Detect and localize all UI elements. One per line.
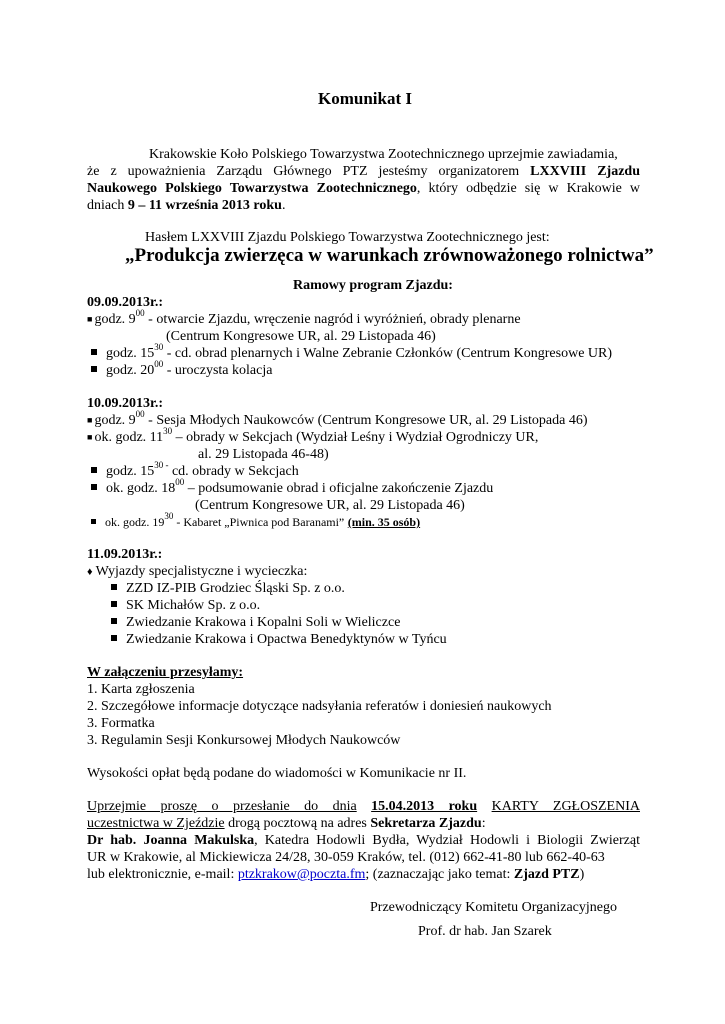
intro-bold: LXXVIII Zjazdu [530, 164, 640, 179]
request-text: , Katedra Hodowli Bydła, Wydział Hodowli i Biologii Zwierząt [254, 833, 640, 848]
time-minutes: 30 [154, 342, 164, 353]
attachment-item: 2. Szczegółowe informacje dotyczące nadsyłania referatów i doniesień naukowych [87, 699, 552, 714]
slogan-intro: Hasłem LXXVIII Zjazdu Polskiego Towarzystwa Zootechnicznego jest: [145, 230, 550, 245]
request-text: drogą pocztową na adres [224, 816, 371, 831]
page-title: Komunikat I [318, 89, 412, 108]
secretary-name: Dr hab. Joanna Makulska [87, 833, 255, 848]
intro-line-1: Krakowskie Koło Polskiego Towarzystwa Zootechnicznego uprzejmie zawiadamia, [149, 147, 618, 162]
time-minutes: 30 - [154, 460, 169, 471]
slogan: „Produkcja zwierzęca w warunkach zrównoważonego rolnictwa” [125, 245, 654, 266]
request-text: uczestnictwa w Zjeździe [87, 816, 225, 831]
bullet-square-icon: ■ [87, 432, 93, 442]
day3-date: 11.09.2013r.: [87, 547, 163, 562]
email-link[interactable]: ptzkrakow@poczta.fm [237, 867, 366, 882]
diamond-bullet-icon: ♦ [87, 566, 93, 578]
time-minutes: 00 [135, 308, 145, 319]
time: godz. 9 [94, 413, 136, 428]
description: – obrady w Sekcjach (Wydział Leśny i Wydział Ogrodniczy UR, [172, 430, 539, 445]
bullet-square-icon [91, 484, 97, 490]
time-minutes: 00 [154, 359, 164, 370]
day2-item-3 [91, 460, 299, 480]
bullet-square-icon [91, 366, 97, 372]
day2-item-2-location: al. 29 Listopada 46-48) [198, 447, 329, 462]
time-minutes: 30 [163, 426, 173, 437]
description: - cd. obrad plenarnych i Walne Zebranie Członków (Centrum Kongresowe UR) [163, 346, 613, 361]
day1-item-2 [91, 342, 613, 362]
fees-note: Wysokości opłat będą podane do wiadomości w Komunikacie nr II. [87, 766, 467, 781]
request-line-5 [87, 866, 584, 883]
time: godz. 9 [94, 312, 136, 327]
min-participants: (min. 35 osób) [347, 515, 421, 529]
request-text: Uprzejmie proszę o przesłanie do dnia [87, 799, 357, 814]
attachment-item: 3. Regulamin Sesji Konkursowej Młodych Naukowców [87, 733, 401, 748]
intro-dates: 9 – 11 września 2013 roku [127, 198, 282, 213]
description: - Sesja Młodych Naukowców (Centrum Kongresowe UR, al. 29 Listopada 46) [144, 413, 588, 428]
bullet-square-icon [91, 519, 96, 524]
trip-label: ZZD IZ-PIB Grodziec Śląski Sp. z o.o. [126, 581, 345, 596]
signature-role: Przewodniczący Komitetu Organizacyjnego [370, 900, 617, 915]
bullet-square-icon [111, 618, 117, 624]
time-minutes: 30 [164, 511, 174, 522]
description: - otwarcie Zjazdu, wręczenie nagród i wyróżnień, obrady plenarne [144, 312, 521, 327]
intro-text: że z upoważnienia Zarządu Głównego PTZ jesteśmy organizatorem [87, 164, 520, 179]
time: ok. godz. 19 [105, 515, 165, 529]
request-text: ; (zaznaczając jako temat: [365, 867, 514, 882]
trip-item [111, 631, 447, 648]
intro-bold: Naukowego Polskiego Towarzystwa Zootechnicznego [87, 181, 417, 196]
trip-item [111, 614, 400, 631]
attachment-item: 1. Karta zgłoszenia [87, 682, 195, 697]
request-text: KARTY ZGŁOSZENIA [491, 799, 640, 814]
time: ok. godz. 11 [94, 430, 164, 445]
trip-label: SK Michałów Sp. z o.o. [126, 598, 261, 613]
bullet-square-icon: ■ [87, 314, 93, 324]
intro-line-3 [87, 180, 640, 197]
secretary-label: Sekretarza Zjazdu [370, 816, 482, 831]
bullet-square-icon [111, 635, 117, 641]
day2-item-4-location: (Centrum Kongresowe UR, al. 29 Listopada 46) [195, 498, 465, 513]
intro-line-2 [87, 163, 640, 180]
time: godz. 15 [106, 464, 155, 479]
time-minutes: 00 [175, 477, 185, 488]
time: godz. 15 [106, 346, 155, 361]
description: - uroczysta kolacja [163, 363, 273, 378]
request-line-2 [87, 815, 486, 832]
day2-date: 10.09.2013r.: [87, 396, 164, 411]
day1-date: 09.09.2013r.: [87, 295, 164, 310]
email-subject: Zjazd PTZ [513, 867, 580, 882]
description: - Kabaret „Piwnica pod Baranami” [173, 515, 345, 529]
trip-item [111, 597, 260, 614]
intro-text: , który odbędzie się w Krakowie w [416, 181, 640, 196]
bullet-square-icon [111, 584, 117, 590]
day1-item-1-location: (Centrum Kongresowe UR, al. 29 Listopada 46) [166, 329, 436, 344]
time: ok. godz. 18 [106, 481, 176, 496]
day1-item-1 [87, 308, 521, 329]
bullet-square-icon [91, 467, 97, 473]
bullet-square-icon [111, 601, 117, 607]
deadline: 15.04.2013 roku [371, 799, 478, 814]
attachment-item: 3. Formatka [87, 716, 155, 731]
bullet-square-icon [91, 349, 97, 355]
trip-label: Zwiedzanie Krakowa i Opactwa Benedyktynów w Tyńcu [126, 632, 447, 647]
request-line-1 [87, 798, 640, 815]
request-text: : [481, 816, 486, 831]
day1-item-3 [91, 359, 273, 379]
description: Wyjazdy specjalistyczne i wycieczka: [95, 564, 308, 579]
day3-lead [87, 563, 307, 581]
program-heading: Ramowy program Zjazdu: [293, 278, 453, 293]
bullet-square-icon: ■ [87, 415, 93, 425]
day2-item-5 [91, 511, 421, 531]
intro-line-4 [87, 197, 285, 214]
description: cd. obrady w Sekcjach [168, 464, 299, 479]
attachments-heading: W załączeniu przesyłamy: [87, 665, 244, 680]
time: godz. 20 [106, 363, 155, 378]
day2-item-2 [87, 426, 539, 447]
request-text: ) [579, 867, 585, 882]
intro-text: . [281, 198, 286, 213]
signature-name: Prof. dr hab. Jan Szarek [418, 924, 552, 939]
description: – podsumowanie obrad i oficjalne zakończenie Zjazdu [184, 481, 494, 496]
time-minutes: 00 [135, 409, 145, 420]
day2-item-4 [91, 477, 494, 497]
trip-label: Zwiedzanie Krakowa i Kopalni Soli w Wieliczce [126, 615, 401, 630]
request-line-4: UR w Krakowie, al Mickiewicza 24/28, 30-059 Kraków, tel. (012) 662-41-80 lub 662-40-63 [87, 850, 605, 865]
request-line-3 [87, 832, 640, 849]
intro-text: dniach [87, 198, 125, 213]
request-text: lub elektronicznie, e-mail: [87, 867, 238, 882]
trip-item [111, 580, 345, 597]
